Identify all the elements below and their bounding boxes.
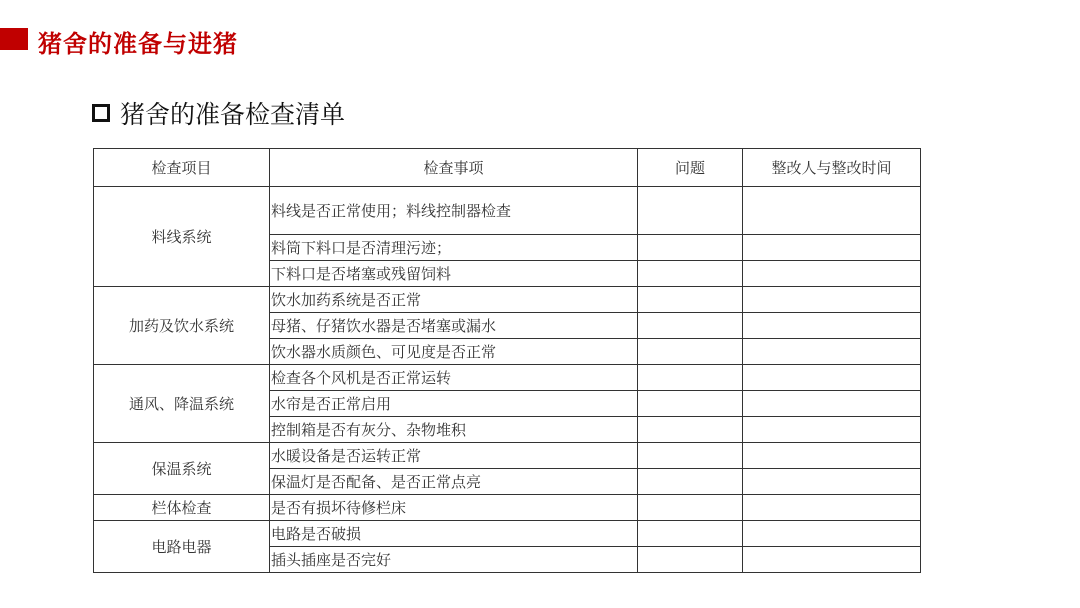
rectifier-cell[interactable] (743, 417, 921, 443)
header-check-item: 检查事项 (270, 149, 638, 187)
category-cell: 料线系统 (94, 187, 270, 287)
problem-cell[interactable] (638, 313, 743, 339)
checklist-table (93, 148, 921, 573)
check-item-cell: 控制箱是否有灰分、杂物堆积 (270, 417, 638, 443)
check-item-cell: 下料口是否堵塞或残留饲料 (270, 261, 638, 287)
problem-cell[interactable] (638, 235, 743, 261)
check-item-cell: 料线是否正常使用；料线控制器检查 (270, 187, 638, 235)
rectifier-cell[interactable] (743, 187, 921, 235)
category-cell: 电路电器 (94, 521, 270, 573)
problem-cell[interactable] (638, 365, 743, 391)
header-check-category: 检查项目 (94, 149, 270, 187)
rectifier-cell[interactable] (743, 495, 921, 521)
problem-cell[interactable] (638, 187, 743, 235)
rectifier-cell[interactable] (743, 313, 921, 339)
problem-cell[interactable] (638, 443, 743, 469)
square-bullet-icon (92, 104, 110, 122)
header-rectifier-time: 整改人与整改时间 (743, 149, 921, 187)
check-item-cell: 饮水加药系统是否正常 (270, 287, 638, 313)
rectifier-cell[interactable] (743, 261, 921, 287)
problem-cell[interactable] (638, 417, 743, 443)
rectifier-cell[interactable] (743, 547, 921, 573)
check-item-cell: 插头插座是否完好 (270, 547, 638, 573)
table-row (94, 443, 921, 469)
header-problem: 问题 (638, 149, 743, 187)
table-row (94, 187, 921, 235)
category-cell: 栏体检查 (94, 495, 270, 521)
check-item-cell: 水暖设备是否运转正常 (270, 443, 638, 469)
title-accent-bar (0, 28, 28, 50)
category-cell: 保温系统 (94, 443, 270, 495)
rectifier-cell[interactable] (743, 443, 921, 469)
problem-cell[interactable] (638, 287, 743, 313)
table-row (94, 365, 921, 391)
rectifier-cell[interactable] (743, 365, 921, 391)
check-item-cell: 电路是否破损 (270, 521, 638, 547)
category-cell: 通风、降温系统 (94, 365, 270, 443)
rectifier-cell[interactable] (743, 469, 921, 495)
rectifier-cell[interactable] (743, 391, 921, 417)
problem-cell[interactable] (638, 391, 743, 417)
slide-title: 猪舍的准备与进猪 (38, 30, 238, 58)
check-item-cell: 水帘是否正常启用 (270, 391, 638, 417)
check-item-cell: 料筒下料口是否清理污迹； (270, 235, 638, 261)
problem-cell[interactable] (638, 495, 743, 521)
problem-cell[interactable] (638, 521, 743, 547)
section-subtitle: 猪舍的准备检查清单 (120, 100, 346, 129)
rectifier-cell[interactable] (743, 521, 921, 547)
category-cell: 加药及饮水系统 (94, 287, 270, 365)
rectifier-cell[interactable] (743, 339, 921, 365)
rectifier-cell[interactable] (743, 235, 921, 261)
check-item-cell: 是否有损坏待修栏床 (270, 495, 638, 521)
rectifier-cell[interactable] (743, 287, 921, 313)
check-item-cell: 保温灯是否配备、是否正常点亮 (270, 469, 638, 495)
section-heading (92, 95, 345, 131)
table-row (94, 521, 921, 547)
table-header-row (94, 149, 921, 187)
check-item-cell: 饮水器水质颜色、可见度是否正常 (270, 339, 638, 365)
problem-cell[interactable] (638, 339, 743, 365)
check-item-cell: 检查各个风机是否正常运转 (270, 365, 638, 391)
problem-cell[interactable] (638, 547, 743, 573)
table-row (94, 495, 921, 521)
table-row (94, 287, 921, 313)
problem-cell[interactable] (638, 469, 743, 495)
problem-cell[interactable] (638, 261, 743, 287)
check-item-cell: 母猪、仔猪饮水器是否堵塞或漏水 (270, 313, 638, 339)
